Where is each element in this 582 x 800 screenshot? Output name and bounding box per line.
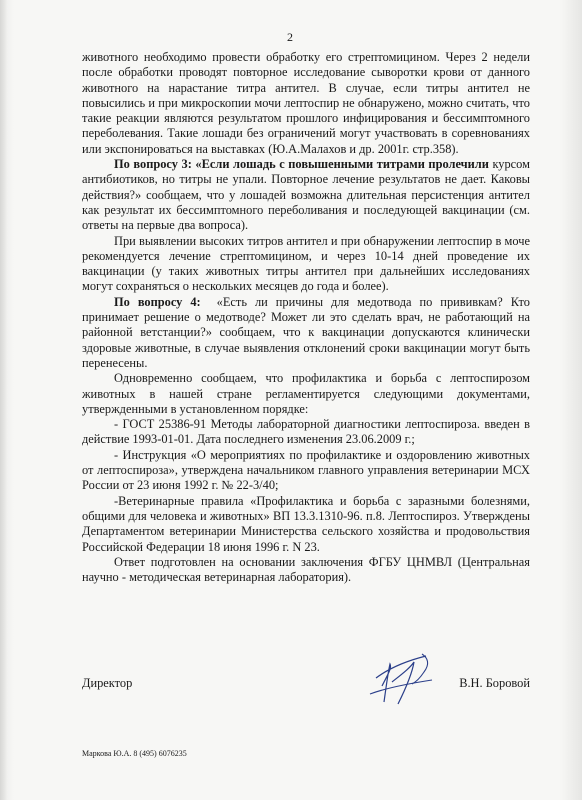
- closing-paragraph: Ответ подготовлен на основании заключения ФГБУ ЦНМВЛ (Центральная научно - методическая ветеринарная лаборатория).: [82, 554, 530, 585]
- page-edge-shadow: [0, 0, 8, 800]
- treatment-paragraph: При выявлении высоких титров антител и при обнаружении лептоспир в моче рекомендуется лечение стрептомицином, и через 10-14 дней проведение их вакцинации (у таких животных титры антител при дальнейших исследованиях могут сохраняться о нескольких месяцев до года и более).: [82, 233, 530, 294]
- paragraph-continuation: животного необходимо провести обработку его стрептомицином. Через 2 недели после обработки проводят повторное исследование сыворотки крови от данного животного на нарастание титра антител. В случае, если титры антител не повысились и при микроскопии мочи лептоспир не обнаружено, можно считать, что такие реакции являются результатом прошлого инфицирования и бессимптомного переболевания. Такие лошади без ограничений могут участвовать в соревнованиях или экспонироваться на выставках (Ю.А.Малахов и др. 2001г. стр.358).: [82, 50, 530, 156]
- signatory-position: Директор: [82, 676, 133, 690]
- letter-body: [82, 50, 530, 585]
- question-3-paragraph: [82, 157, 530, 233]
- question-3-quote-start: «Если лошадь с повышенными титрами пролечили: [195, 157, 489, 172]
- question-3-text: курсом антибиотиков, но титры не упали. Повторное лечение результатов не дает. Каковы действия?» сообщаем, что у лошадей возможна длительная персистенция антител как результат их бессимптомного переболивания и последующей вакцинации (см. ответы на первые два вопроса).: [82, 157, 530, 233]
- regulation-item-vet-rules: -Ветеринарные правила «Профилактика и борьба с заразными болезнями, общими для человека и животных» ВП 13.3.1310-96. п.8. Лептоспироз. Утверждены Департаментом ветеринарии Министерства сельского хозяйства и продовольствия Российской Федерации 18 июня 1996 г. N 23.: [82, 493, 530, 554]
- regulation-item-instruction: - Инструкция «О мероприятиях по профилактике и оздоровлению животных от лептоспироза», утверждена начальником главного управления ветеринарии МСХ России от 23 июня 1992 г. № 22-3/40;: [82, 447, 530, 493]
- regulation-item-gost: - ГОСТ 25386-91 Методы лабораторной диагностики лептоспироза. введен в действие 1993-01-01. Дата последнего изменения 23.06.2009 г.;: [82, 417, 530, 447]
- question-4-label: По вопросу 4:: [114, 294, 201, 309]
- signatory-name: В.Н. Боровой: [459, 676, 530, 690]
- question-3-label: По вопросу 3:: [114, 157, 192, 172]
- contact-footer: Маркова Ю.А. 8 (495) 6076235: [82, 749, 187, 758]
- question-4-paragraph: [82, 295, 530, 371]
- signature-row: [82, 676, 530, 696]
- page-number: 2: [287, 30, 293, 44]
- regulation-intro-paragraph: Одновременно сообщаем, что профилактика и борьба с лептоспирозом животных в нашей стране регламентируется следующими документами, утвержденными в установленном порядке:: [82, 371, 530, 416]
- question-4-text: «Есть ли причины для медотвода по прививкам? Кто принимает решение о медотводе? Может ли это сделать врач, не работающий на районной ветстанции?» сообщаем, что к вакцинации допускаются клинически здоровые животные, в случае выявления отклонений сроки вакцинации могут быть перенесены.: [82, 294, 530, 370]
